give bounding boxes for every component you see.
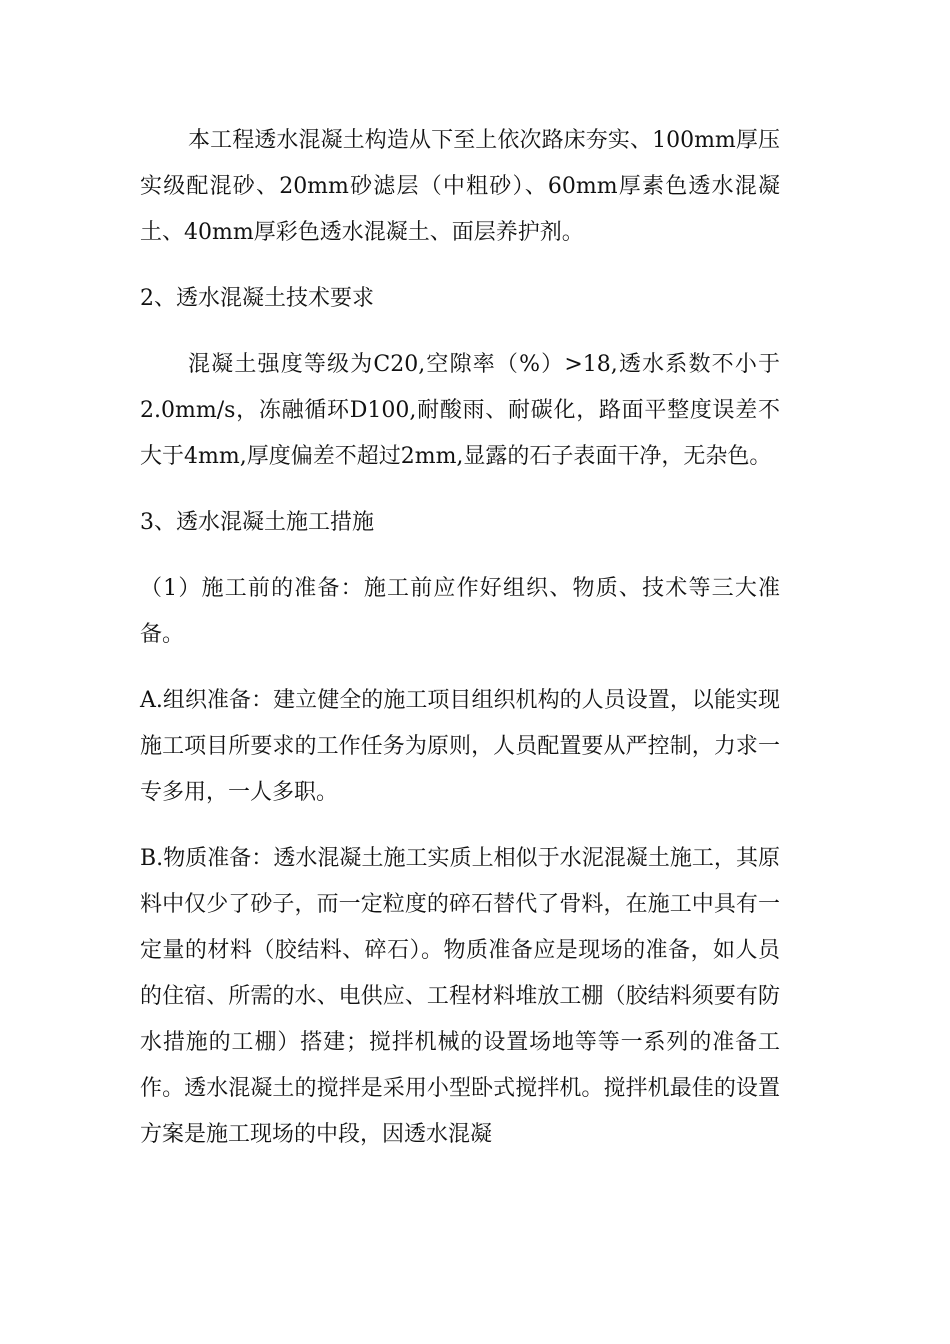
section-heading-3: 3、透水混凝土施工措施 (140, 510, 374, 535)
section-heading-2: 2、透水混凝土技术要求 (140, 286, 374, 311)
document-body (140, 118, 780, 1158)
paragraph-organization-prep: A.组织准备：建立健全的施工项目组织机构的人员设置，以能实现施工项目所要求的工作任务为原则，人员配置要从严控制，力求一专多用，一人多职。 (140, 688, 780, 805)
paragraph-preparation: （1）施工前的准备：施工前应作好组织、物质、技术等三大准备。 (140, 576, 780, 647)
paragraph-technical-requirements: 混凝土强度等级为C20,空隙率（%）>18,透水系数不小于2.0mm/s，冻融循环D100,耐酸雨、耐碳化，路面平整度误差不大于4mm,厚度偏差不超过2mm,显露的石子表面干净，无杂色。 (140, 352, 780, 469)
paragraph-structure: 本工程透水混凝土构造从下至上依次路床夯实、100mm厚压实级配混砂、20mm砂滤层（中粗砂）、60mm厚素色透水混凝土、40mm厚彩色透水混凝土、面层养护剂。 (140, 128, 780, 245)
paragraph-material-prep: B.物质准备：透水混凝土施工实质上相似于水泥混凝土施工，其原料中仅少了砂子，而一定粒度的碎石替代了骨料，在施工中具有一定量的材料（胶结料、碎石）。物质准备应是现场的准备，如人员的住宿、所需的水、电供应、工程材料堆放工棚（胶结料须要有防水措施的工棚）搭建；搅拌机械的设置场地等等一系列的准备工作。透水混凝土的搅拌是采用小型卧式搅拌机。搅拌机最佳的设置方案是施工现场的中段，因透水混凝 (140, 846, 780, 1147)
